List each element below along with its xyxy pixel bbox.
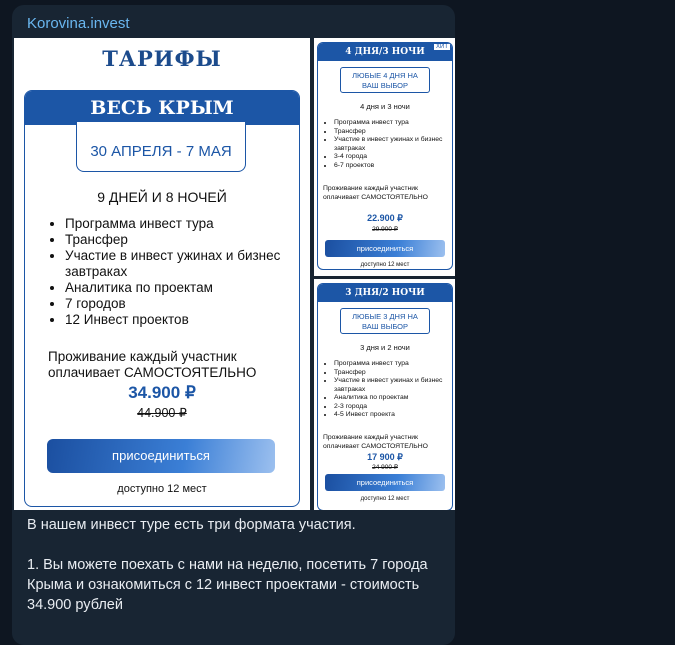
join-button: присоединиться [325, 240, 445, 257]
feature-item: • Трансфер [65, 232, 285, 248]
channel-name[interactable]: Korovina.invest [27, 15, 130, 32]
feature-item: • Аналитика по проектам [65, 280, 285, 296]
availability: доступно 12 мест [360, 496, 410, 502]
badge-line: ВАШ ВЫБОР [361, 81, 409, 90]
badge-line: ЛЮБЫЕ 4 ДНЯ НА [352, 71, 418, 80]
feature-item: • 2-3 города [334, 403, 449, 412]
feature-item: • 6-7 проектов [334, 162, 449, 171]
feature-item: • Участие в инвест ужинах и бизнес завтраках [334, 136, 449, 153]
tariff-card-all-crimea [24, 90, 300, 507]
accommodation-note: Проживание каждый участник оплачивает САМОСТОЯТЕЛЬНО [323, 185, 428, 201]
message-paragraph: В нашем инвест туре есть три формата участия. [27, 517, 356, 533]
tariff-image-main[interactable] [14, 38, 310, 510]
price: 22.900 ₽ [367, 213, 403, 223]
card-header: ВЕСЬ КРЫМ [25, 91, 299, 125]
accommodation-note: Проживание каждый участник оплачивает САМОСТОЯТЕЛЬНО [323, 434, 428, 450]
join-button: присоединиться [325, 474, 445, 491]
message-paragraph: 1. Вы можете поехать с нами на неделю, посетить 7 города Крыма и ознакомиться с 12 инвест проектами - стоимость 34.900 рублей [27, 557, 428, 613]
badge-line: ВАШ ВЫБОР [361, 322, 409, 331]
date-range: 30 АПРЕЛЯ - 7 МАЯ [76, 122, 246, 172]
duration: 9 ДНЕЙ И 8 НОЧЕЙ [97, 189, 227, 205]
tariff-card-3days [317, 283, 453, 510]
card-header: 4 ДНЯ/3 НОЧИ [318, 43, 452, 61]
feature-item: • 4-5 Инвест проекта [334, 411, 449, 420]
accommodation-note: Проживание каждый участник оплачивает САМОСТОЯТЕЛЬНО [48, 349, 257, 380]
badge-line: ЛЮБЫЕ 3 ДНЯ НА [352, 312, 418, 321]
feature-item: • Программа инвест тура [334, 360, 449, 369]
feature-item: • Участие в инвест ужинах и бизнес завтраках [334, 377, 449, 394]
message-text [27, 515, 447, 635]
availability: доступно 12 мест [360, 262, 410, 268]
old-price: 24 900 ₽ [372, 464, 398, 471]
old-price: 29.900 ₽ [372, 226, 398, 233]
feature-item: • Трансфер [334, 128, 449, 137]
duration: 3 дня и 2 ночи [360, 343, 410, 352]
duration: 4 дня и 3 ночи [360, 102, 410, 111]
feature-item: • 12 Инвест проектов [65, 312, 285, 328]
old-price: 44.900 ₽ [137, 406, 187, 420]
tariffs-title: ТАРИФЫ [102, 46, 222, 71]
feature-item: • 3-4 города [334, 153, 449, 162]
feature-item: • Участие в инвест ужинах и бизнес завтраках [65, 248, 285, 280]
message-bubble [12, 5, 455, 645]
feature-item: • Трансфер [334, 369, 449, 378]
feature-item: • Программа инвест тура [65, 216, 285, 232]
choice-badge [340, 308, 430, 334]
feature-list [51, 216, 285, 328]
price: 34.900 ₽ [128, 383, 196, 402]
availability: доступно 12 мест [117, 483, 207, 495]
tariff-image-3days[interactable] [314, 279, 455, 510]
tariff-image-4days[interactable] [314, 38, 455, 276]
feature-list [326, 360, 449, 420]
choice-badge [340, 67, 430, 93]
feature-item: • Аналитика по проектам [334, 394, 449, 403]
feature-list [326, 119, 449, 170]
price: 17 900 ₽ [367, 452, 403, 462]
feature-item: • 7 городов [65, 296, 285, 312]
card-header: 3 ДНЯ/2 НОЧИ [318, 284, 452, 302]
join-button: присоединиться [47, 439, 275, 473]
tariff-card-4days [317, 42, 453, 270]
feature-item: • Программа инвест тура [334, 119, 449, 128]
hit-badge: ХИТ [436, 44, 448, 50]
